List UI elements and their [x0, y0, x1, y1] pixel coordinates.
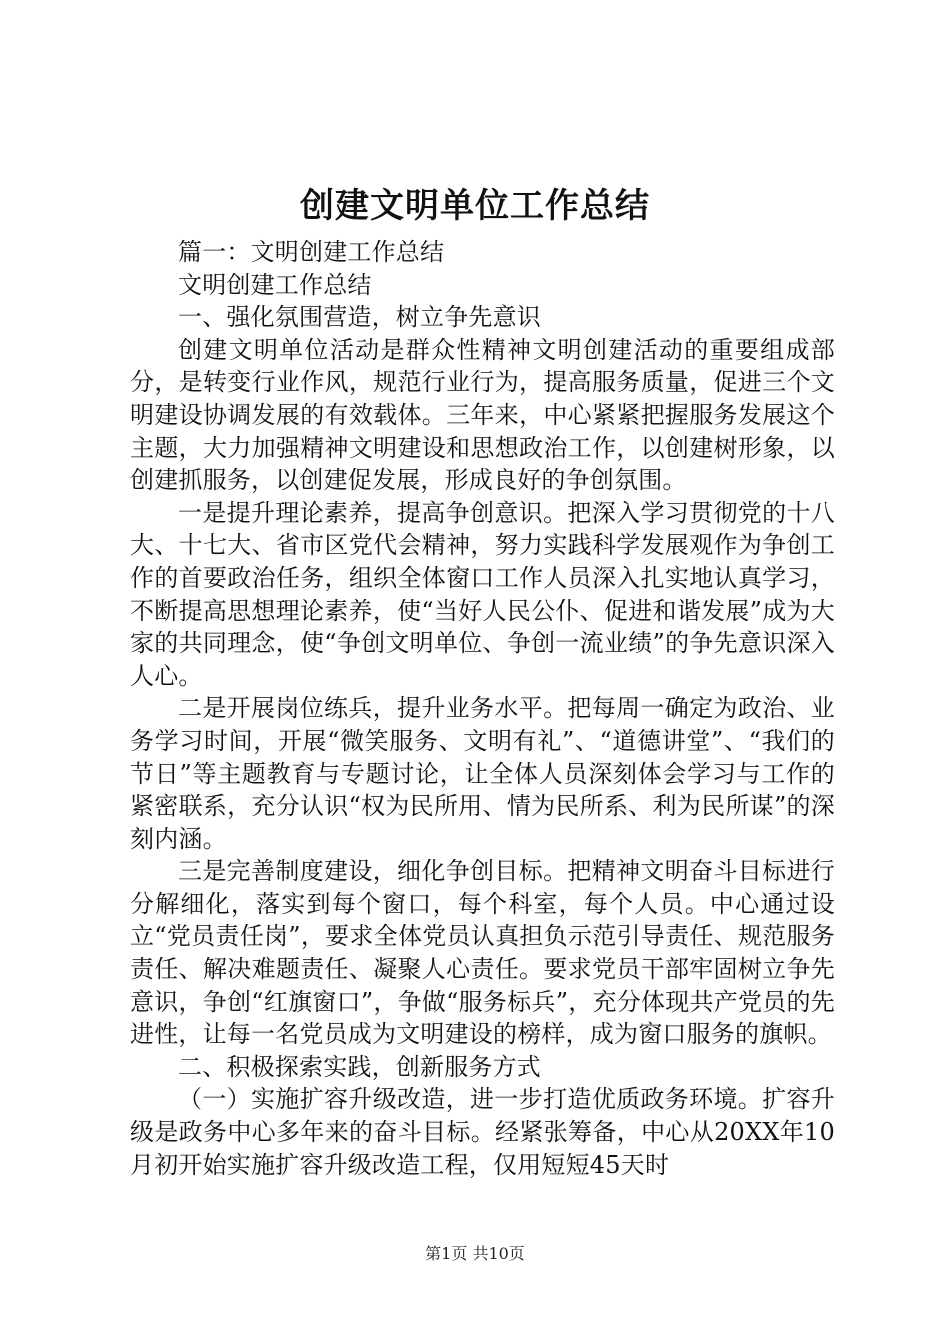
document-body — [130, 236, 835, 1181]
page-footer — [0, 1243, 950, 1265]
paragraph-body: 一是提升理论素养，提高争创意识。把深入学习贯彻党的十八大、十七大、省市区党代会精神，努力实践科学发展观作为争创工作的首要政治任务，组织全体窗口工作人员深入扎实地认真学习，不断提高思想理论素养，使“当好人民公仆、促进和谐发展”成为大家的共同理念，使“争创文明单位、争创一流业绩”的争先意识深入人心。 — [130, 498, 835, 690]
paragraph-body: （一）实施扩容升级改造，进一步打造优质政务环境。扩容升级是政务中心多年来的奋斗目标。经紧张筹备，中心从20XX年10月初开始实施扩容升级改造工程，仅用短短45天时 — [130, 1085, 835, 1179]
paragraph-body: 二是开展岗位练兵，提升业务水平。把每周一确定为政治、业务学习时间，开展“微笑服务、文明有礼”、“道德讲堂”、“我们的节日”等主题教育与专题讨论，让全体人员深刻体会学习与工作的紧密联系，充分认识“权为民所用、情为民所系、利为民所谋”的深刻内涵。 — [130, 694, 835, 853]
paragraph-section-heading: 篇一：文明创建工作总结 — [178, 238, 445, 266]
paragraph-heading-2: 二、积极探索实践，创新服务方式 — [178, 1052, 541, 1081]
paragraph-heading-1: 一、强化氛围营造，树立争先意识 — [178, 303, 541, 332]
paragraph-body: 三是完善制度建设，细化争创目标。把精神文明奋斗目标进行分解细化，落实到每个窗口，每个科室，每个人员。中心通过设立“党员责任岗”，要求全体党员认真担负示范引导责任、规范服务责任、解决难题责任、凝聚人心责任。要求党员干部牢固树立争先意识，争创“红旗窗口”，争做“服务标兵”，充分体现共产党员的先进性，让每一名党员成为文明建设的榜样，成为窗口服务的旗帜。 — [130, 857, 835, 1049]
paragraph-subtitle: 文明创建工作总结 — [178, 270, 372, 299]
document-title: 创建文明单位工作总结 — [300, 186, 650, 226]
paragraph-body: 创建文明单位活动是群众性精神文明创建活动的重要组成部分，是转变行业作风，规范行业行为，提高服务质量，促进三个文明建设协调发展的有效载体。三年来，中心紧紧把握服务发展这个主题，大力加强精神文明建设和思想政治工作，以创建树形象，以创建抓服务，以创建促发展，形成良好的争创氛围。 — [130, 335, 835, 495]
page-number-label: 第1页 共10页 — [425, 1244, 525, 1263]
